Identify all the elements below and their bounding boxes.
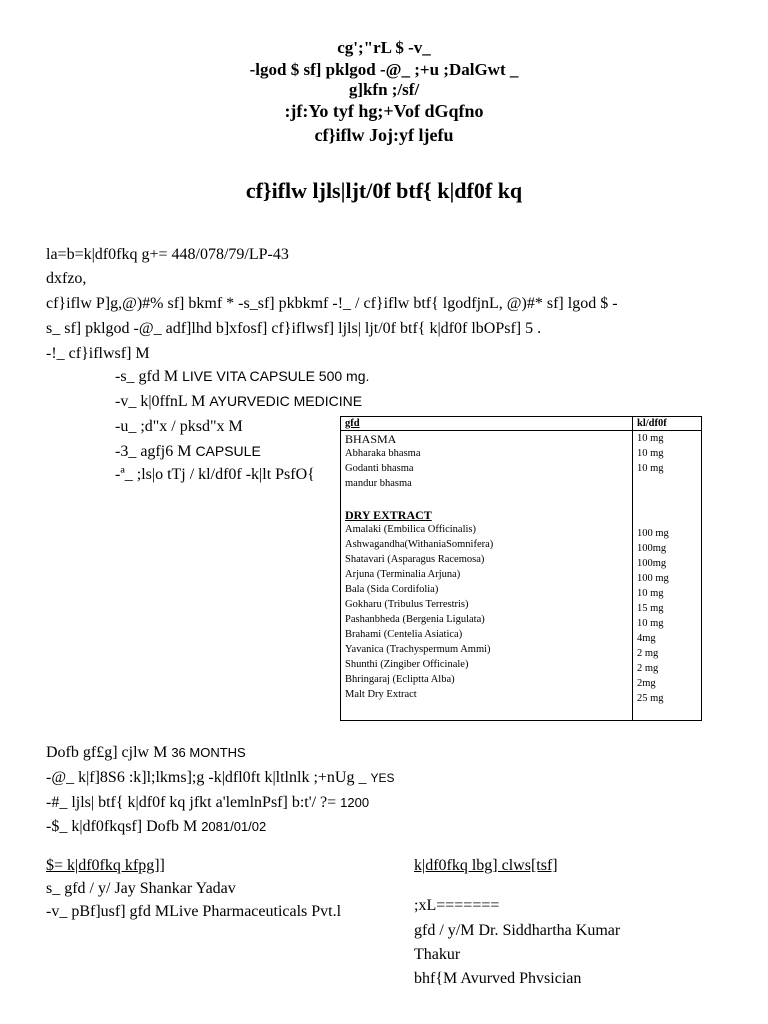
ministry-name: :jf:Yo tyf hg;+Vof dGqfno xyxy=(284,101,484,121)
item-name: -s_ gfd M LIVE VITA CAPSULE 500 mg. xyxy=(115,368,370,385)
issuer-name-continued: Thakur xyxy=(414,946,461,963)
table-quantity: 25 mg xyxy=(637,693,664,704)
table-ingredient: Bhringaraj (Ecliptta Alba) xyxy=(345,674,455,685)
salutation: dxfzo, xyxy=(46,270,87,287)
table-quantity: 10 mg xyxy=(637,433,664,444)
table-ingredient: Godanti bhasma xyxy=(345,463,414,474)
table-ingredient: Brahami (Centelia Asiatica) xyxy=(345,629,463,640)
table-ingredient: Ashwagandha(WithaniaSomnifera) xyxy=(345,539,494,550)
group-label-dry-extract: DRY EXTRACT xyxy=(345,508,432,522)
table-column-divider xyxy=(632,417,633,720)
table-quantity: 4mg xyxy=(637,633,656,644)
table-ingredient: mandur bhasma xyxy=(345,478,412,489)
table-ingredient: Pashanbheda (Bergenia Ligulata) xyxy=(345,614,485,625)
table-quantity: 100mg xyxy=(637,558,667,569)
header-line-2: -lgod $ sf] pklgod -@_ ;+u ;DalGwt _ xyxy=(249,60,519,79)
table-quantity: 15 mg xyxy=(637,603,664,614)
table-quantity: 2mg xyxy=(637,678,656,689)
table-header-quantity: kl/df0f xyxy=(637,418,667,429)
table-ingredient: Bala (Sida Cordifolia) xyxy=(345,584,439,595)
item-system: -v_ k|0ffnL M AYURVEDIC MEDICINE xyxy=(115,393,363,410)
item-group: -u_ ;d"x / pksd"x M xyxy=(115,418,243,435)
table-ingredient: Yavanica (Trachyspermum Ammi) xyxy=(345,644,491,655)
table-quantity: 10 mg xyxy=(637,588,664,599)
issuer-post: bhf{M Avurved Phvsician xyxy=(414,970,582,987)
group-label-bhasma: BHASMA xyxy=(345,432,397,446)
validity-line: Dofb gf£g] cjlw M 36 MONTHS xyxy=(46,744,246,761)
table-ingredient: Malt Dry Extract xyxy=(345,689,417,700)
paragraph-line-1: cf}iflw P]g,@)#% sf] bkmf * -s_sf] pkbkmf -!_ / cf}iflw btf{ lgodfjnL, @)#* sf] lgod $ - xyxy=(46,295,618,312)
ingredient-table xyxy=(340,416,702,721)
item-intro: -!_ cf}iflwsf] M xyxy=(46,345,150,362)
table-ingredient: Amalaki (Embilica Officinalis) xyxy=(345,524,477,535)
table-header-divider xyxy=(341,430,701,431)
registration-number: la=b=k|df0fkq g+= 448/078/79/LP-43 xyxy=(46,246,289,263)
issuer-heading: k|df0fkq lbg] clws[tsf] xyxy=(414,857,558,874)
table-quantity: 100 mg xyxy=(637,573,669,584)
table-ingredient: Shatavari (Asparagus Racemosa) xyxy=(345,554,485,565)
table-ingredient: Arjuna (Terminalia Arjuna) xyxy=(345,569,461,580)
table-quantity: 10 mg xyxy=(637,618,664,629)
expiry-line: -$_ k|df0fkqsf] Dofb M 2081/01/02 xyxy=(46,818,267,835)
table-quantity: 10 mg xyxy=(637,448,664,459)
item-active-ingredients: -ª_ ;ls|o tTj / kl/df0f -k|lt PsfO{ xyxy=(115,466,315,483)
department-name: cf}iflw Joj:yf ljefu xyxy=(314,125,454,145)
table-quantity: 2 mg xyxy=(637,648,659,659)
table-ingredient: Gokharu (Tribulus Terrestris) xyxy=(345,599,469,610)
paragraph-line-2: s_ sf] pklgod -@_ adf]lhd b]xfosf] cf}iflwsf] ljls| ljt/0f btf{ k|df0f lbOPsf] 5 . xyxy=(46,320,542,337)
header-line-3: g]kfn ;/sf/ xyxy=(348,80,420,99)
fee-line: -#_ ljls| btf{ k|df0f kq jfkt a'lemlnPsf] b:t'/ ?= 1200 xyxy=(46,794,370,811)
page-title: cf}iflw ljls|ljt/0f btf{ k|df0f kq xyxy=(245,178,523,203)
table-ingredient: Shunthi (Zingiber Officinale) xyxy=(345,659,469,670)
table-quantity: 100mg xyxy=(637,543,667,554)
item-form: -3_ agfj6 M CAPSULE xyxy=(115,443,261,460)
recipient-name: s_ gfd / y/ Jay Shankar Yadav xyxy=(46,880,236,897)
recipient-heading: $= k|df0fkq kfpg]] xyxy=(46,857,165,874)
specification-line: -@_ k|f]8S6 :k]l;lkms];g -k|dfl0ft k|ltlnlk ;+nUg _ YES xyxy=(46,769,395,786)
table-header-name: gfd xyxy=(345,418,360,429)
table-quantity: 100 mg xyxy=(637,528,669,539)
header-line-1: cg';"rL $ -v_ xyxy=(337,38,431,57)
table-quantity: 10 mg xyxy=(637,463,664,474)
issuer-signature: ;xL======= xyxy=(414,897,500,914)
recipient-company: -v_ pBf]usf] gfd MLive Pharmaceuticals Pvt.l xyxy=(46,903,342,920)
issuer-name: gfd / y/M Dr. Siddhartha Kumar xyxy=(414,922,621,939)
table-ingredient: Abharaka bhasma xyxy=(345,448,421,459)
table-quantity: 2 mg xyxy=(637,663,659,674)
